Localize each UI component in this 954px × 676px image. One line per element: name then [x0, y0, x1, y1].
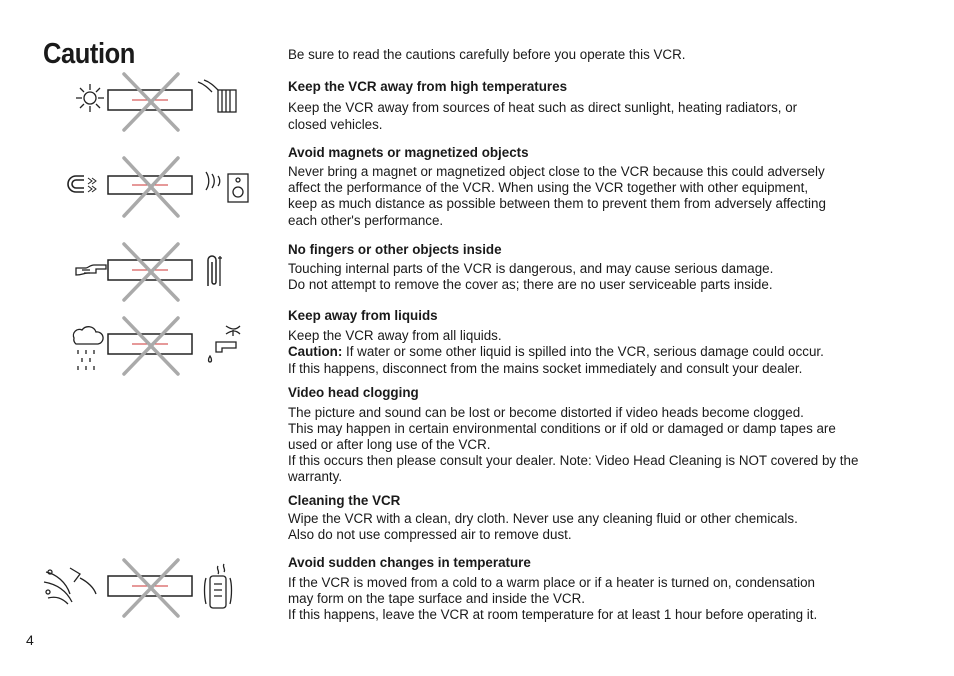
radiator-icon	[198, 80, 236, 112]
heat-illustration	[40, 72, 250, 132]
objects-illustration	[40, 242, 250, 304]
section-line	[288, 344, 824, 360]
caution-text: If water or some other liquid is spilled into the VCR, serious damage could occur.	[342, 344, 824, 359]
section-line: If the VCR is moved from a cold to a warm place or if a heater is turned on, condensation	[288, 575, 815, 590]
section-heading: Cleaning the VCR	[288, 493, 401, 508]
section-line: If this happens, disconnect from the mains socket immediately and consult your dealer.	[288, 361, 803, 376]
section-line: This may happen in certain environmental conditions or if old or damaged or damp tapes are	[288, 421, 836, 436]
section-line: Do not attempt to remove the cover as; there are no user serviceable parts inside.	[288, 277, 773, 292]
page-number: 4	[26, 632, 34, 648]
page-title: Caution	[43, 38, 135, 70]
section-heading: Keep the VCR away from high temperatures	[288, 79, 568, 94]
intro-text: Be sure to read the cautions carefully before you operate this VCR.	[288, 47, 686, 62]
section-heading: Keep away from liquids	[288, 308, 438, 323]
speaker-icon	[206, 172, 248, 202]
liquids-illustration	[40, 316, 250, 378]
section-line: Also do not use compressed air to remove dust.	[288, 527, 572, 542]
cold-wind-icon	[44, 568, 96, 604]
section-line: Touching internal parts of the VCR is dangerous, and may cause serious damage.	[288, 261, 774, 276]
section-heading: Avoid sudden changes in temperature	[288, 555, 531, 570]
section-line: Never bring a magnet or magnetized object close to the VCR because this could adversely	[288, 164, 825, 179]
sun-icon	[76, 84, 104, 112]
heater-icon	[205, 564, 232, 608]
section-line: used or after long use of the VCR.	[288, 437, 491, 452]
section-line: warranty.	[288, 469, 343, 484]
magnet-icon	[68, 176, 96, 192]
section-line: may form on the tape surface and inside the VCR.	[288, 591, 585, 606]
section-heading: Avoid magnets or magnetized objects	[288, 145, 529, 160]
section-line: each other's performance.	[288, 213, 444, 228]
section-line: If this occurs then please consult your dealer. Note: Video Head Cleaning is NOT covered by the	[288, 453, 859, 468]
section-line: affect the performance of the VCR. When using the VCR together with other equipment,	[288, 180, 809, 195]
section-line: The picture and sound can be lost or become distorted if video heads become clogged.	[288, 405, 804, 420]
section-line: closed vehicles.	[288, 117, 383, 132]
paperclip-icon	[208, 256, 222, 286]
dripping-tap-icon	[209, 326, 241, 362]
section-line: Keep the VCR away from all liquids.	[288, 328, 502, 343]
section-line: Wipe the VCR with a clean, dry cloth. Never use any cleaning fluid or other chemicals.	[288, 511, 798, 526]
pointing-hand-icon	[76, 265, 106, 275]
temperature-illustration	[40, 558, 250, 620]
rain-cloud-icon	[73, 327, 103, 370]
section-heading: No fingers or other objects inside	[288, 242, 502, 257]
section-line: If this happens, leave the VCR at room temperature for at least 1 hour before operating it.	[288, 607, 818, 622]
section-line: keep as much distance as possible between them to prevent them from adversely affecting	[288, 196, 826, 211]
magnet-illustration	[40, 156, 250, 218]
caution-label: Caution:	[288, 344, 343, 359]
section-heading: Video head clogging	[288, 385, 419, 400]
section-line: Keep the VCR away from sources of heat such as direct sunlight, heating radiators, or	[288, 100, 798, 115]
